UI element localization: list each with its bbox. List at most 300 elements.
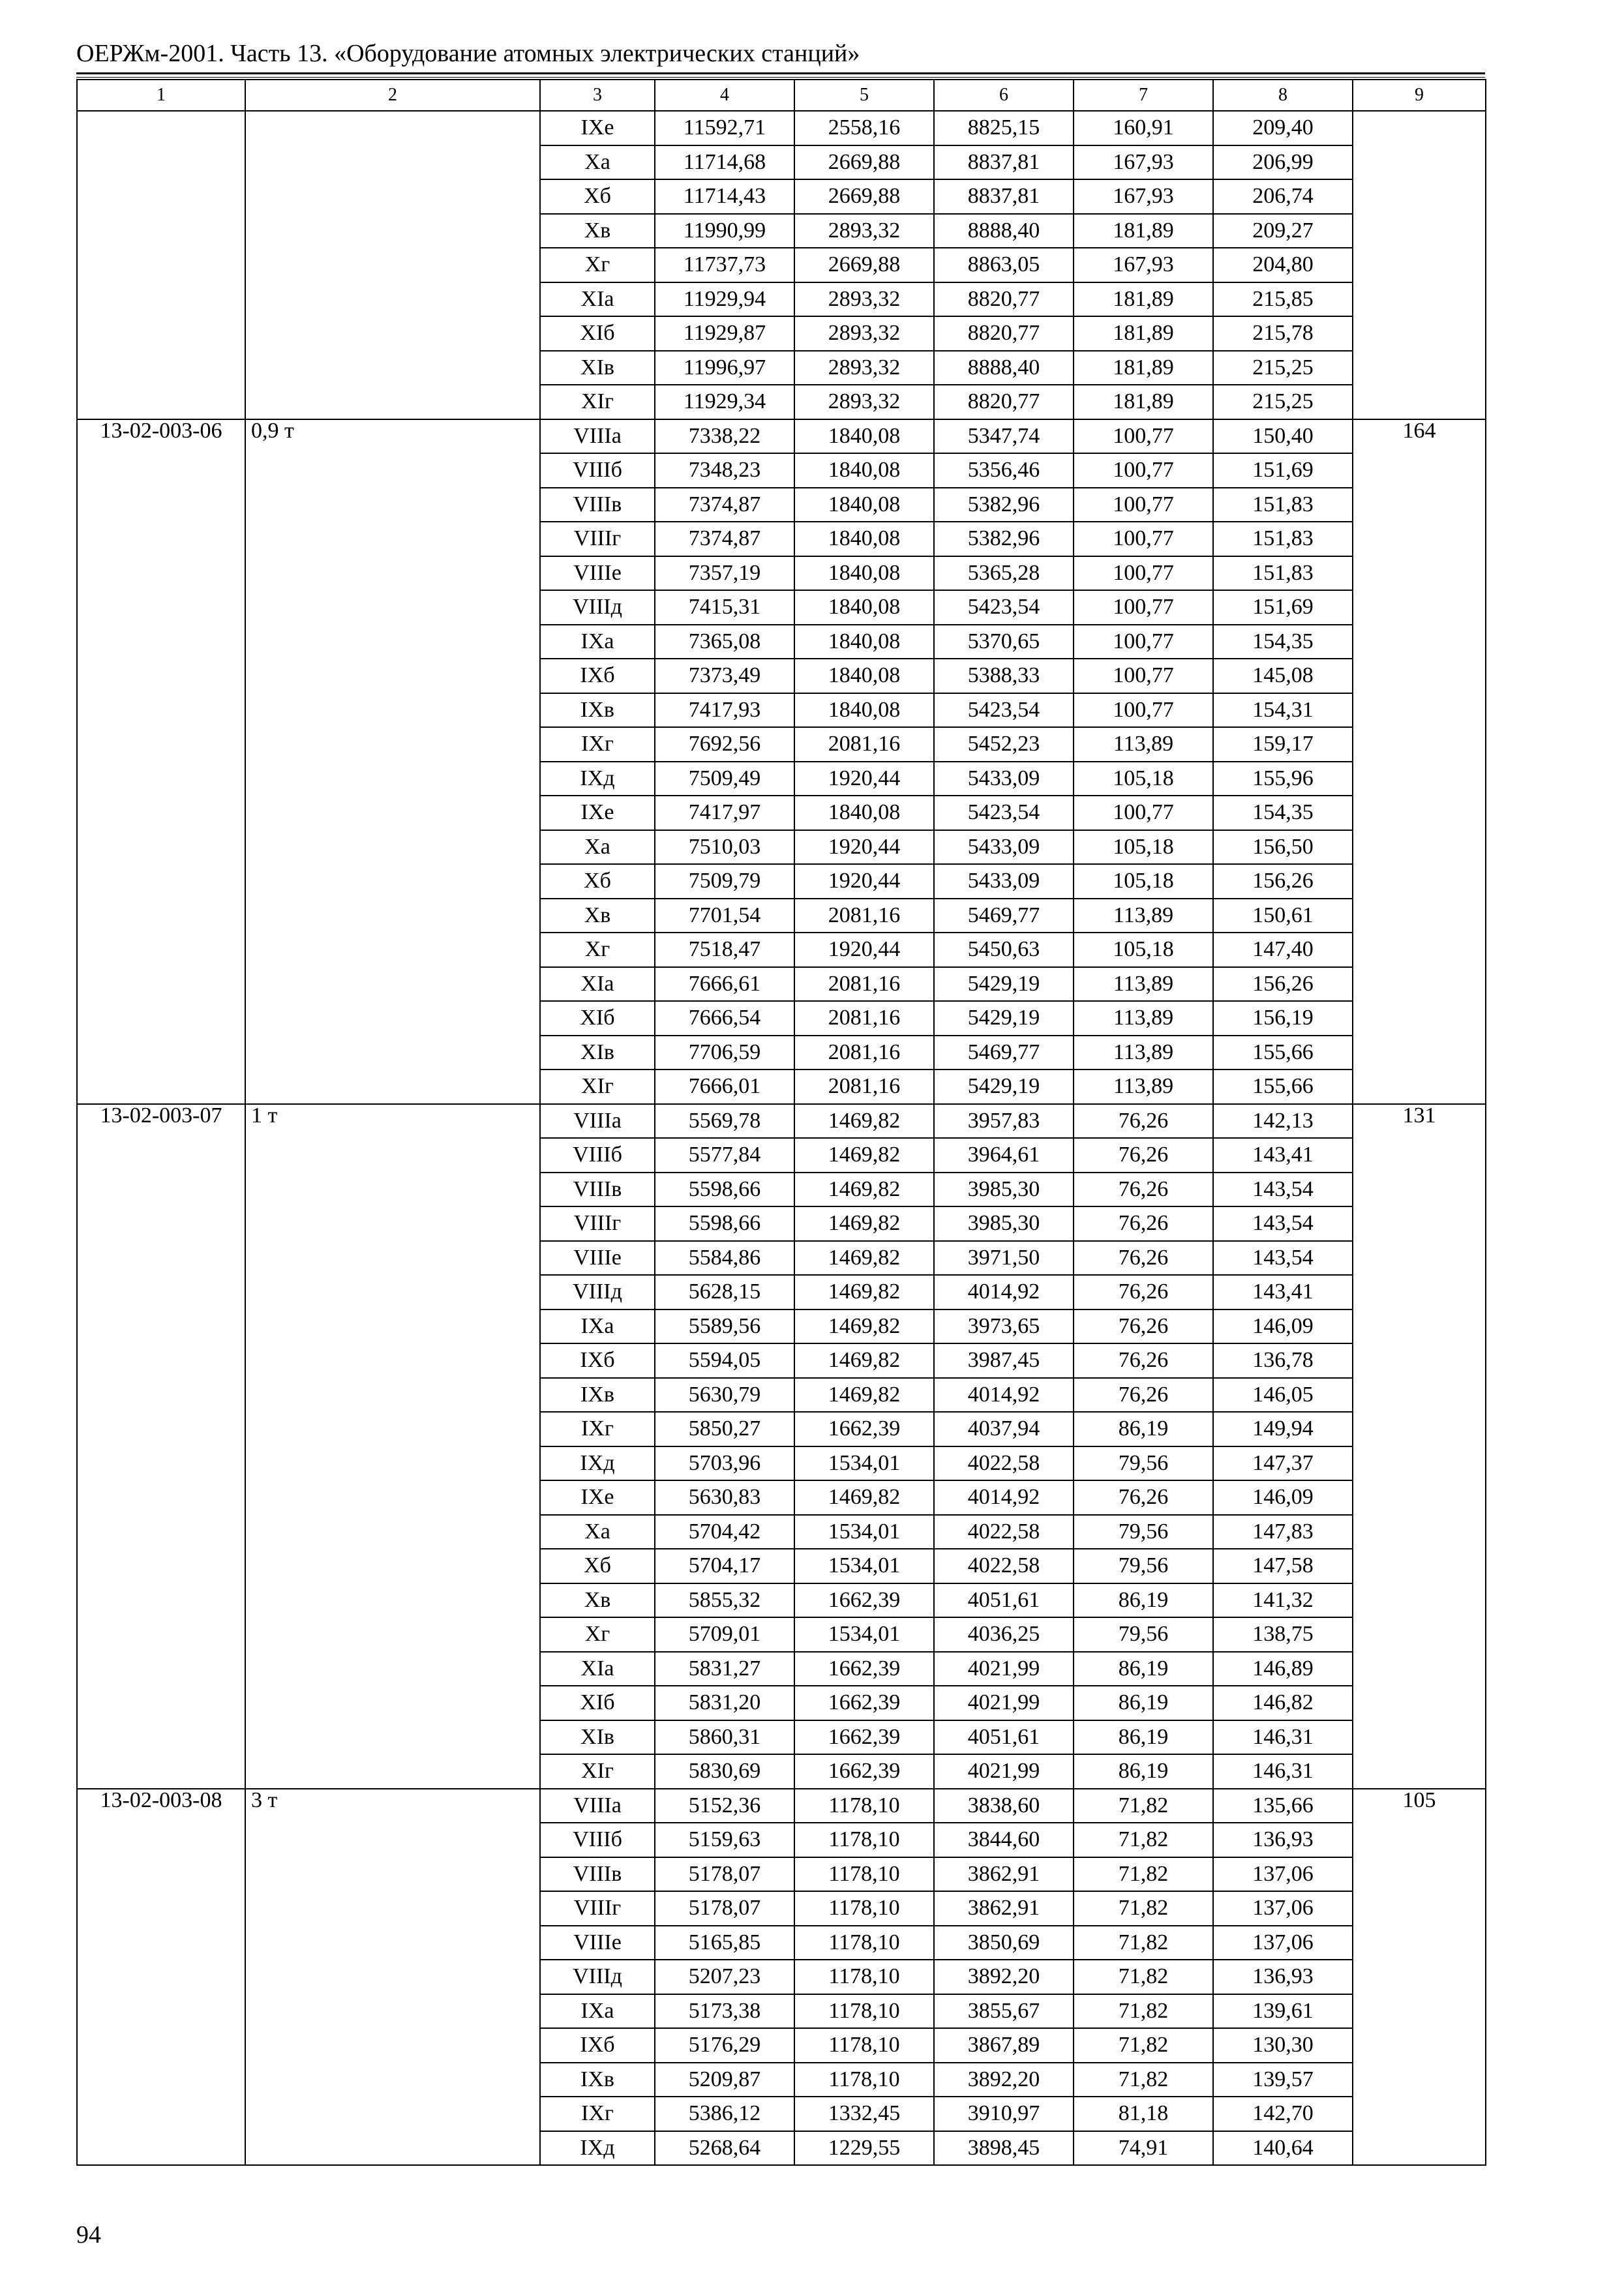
value-cell: 79,56	[1074, 1515, 1213, 1549]
category-cell: XIa	[540, 967, 655, 1002]
page-number: 94	[76, 2221, 101, 2249]
value-cell: 4021,99	[934, 1652, 1074, 1686]
value-cell: 7348,23	[655, 453, 794, 488]
value-cell: 181,89	[1074, 214, 1213, 248]
value-cell: 5382,96	[934, 488, 1074, 522]
value-cell: 3973,65	[934, 1309, 1074, 1344]
value-cell: 140,64	[1213, 2131, 1353, 2166]
value-cell: 7518,47	[655, 933, 794, 967]
value-cell: 5382,96	[934, 522, 1074, 556]
value-cell: 11929,87	[655, 316, 794, 351]
value-cell: 76,26	[1074, 1343, 1213, 1378]
category-cell: XIг	[540, 385, 655, 419]
value-cell: 8825,15	[934, 111, 1074, 145]
value-cell: 146,89	[1213, 1652, 1353, 1686]
value-cell: 113,89	[1074, 1001, 1213, 1036]
value-cell: 1840,08	[794, 556, 934, 591]
column-9-cell: 131	[1353, 1104, 1486, 1789]
value-cell: 1332,45	[794, 2097, 934, 2131]
value-cell: 1178,10	[794, 1823, 934, 1857]
value-cell: 1229,55	[794, 2131, 934, 2166]
category-cell: XIб	[540, 1001, 655, 1036]
value-cell: 1662,39	[794, 1412, 934, 1446]
norm-code-cell: 13-02-003-07	[77, 1104, 245, 1789]
value-cell: 100,77	[1074, 625, 1213, 659]
value-cell: 5594,05	[655, 1343, 794, 1378]
value-cell: 142,13	[1213, 1104, 1353, 1139]
value-cell: 7374,87	[655, 522, 794, 556]
value-cell: 3892,20	[934, 2063, 1074, 2097]
value-cell: 215,85	[1213, 282, 1353, 317]
category-cell: XIa	[540, 282, 655, 317]
column-9-cell: 164	[1353, 419, 1486, 1104]
value-cell: 1469,82	[794, 1138, 934, 1173]
category-cell: IXa	[540, 625, 655, 659]
value-cell: 5630,79	[655, 1378, 794, 1413]
value-cell: 5178,07	[655, 1891, 794, 1926]
category-cell: IXв	[540, 2063, 655, 2097]
category-cell: IXд	[540, 762, 655, 796]
value-cell: 1840,08	[794, 693, 934, 728]
value-cell: 71,82	[1074, 1994, 1213, 2029]
value-cell: 5347,74	[934, 419, 1074, 454]
value-cell: 146,05	[1213, 1378, 1353, 1413]
value-cell: 5860,31	[655, 1720, 794, 1755]
category-cell: VIIIб	[540, 1823, 655, 1857]
value-cell: 7373,49	[655, 659, 794, 693]
value-cell: 4051,61	[934, 1583, 1074, 1618]
value-cell: 113,89	[1074, 1036, 1213, 1070]
value-cell: 5598,66	[655, 1206, 794, 1241]
value-cell: 71,82	[1074, 1857, 1213, 1892]
category-cell: IXд	[540, 1446, 655, 1481]
value-cell: 142,70	[1213, 2097, 1353, 2131]
value-cell: 79,56	[1074, 1549, 1213, 1583]
value-cell: 5433,09	[934, 762, 1074, 796]
value-cell: 3867,89	[934, 2028, 1074, 2063]
value-cell: 4051,61	[934, 1720, 1074, 1755]
value-cell: 5176,29	[655, 2028, 794, 2063]
value-cell: 5584,86	[655, 1241, 794, 1276]
value-cell: 4022,58	[934, 1549, 1074, 1583]
value-cell: 3850,69	[934, 1926, 1074, 1960]
value-cell: 3957,83	[934, 1104, 1074, 1139]
value-cell: 5178,07	[655, 1857, 794, 1892]
value-cell: 1840,08	[794, 625, 934, 659]
value-cell: 143,41	[1213, 1138, 1353, 1173]
value-cell: 5831,20	[655, 1686, 794, 1720]
value-cell: 5423,54	[934, 693, 1074, 728]
category-cell: XIв	[540, 351, 655, 385]
value-cell: 5469,77	[934, 899, 1074, 933]
value-cell: 76,26	[1074, 1378, 1213, 1413]
value-cell: 181,89	[1074, 316, 1213, 351]
value-cell: 1920,44	[794, 762, 934, 796]
value-cell: 143,54	[1213, 1206, 1353, 1241]
value-cell: 113,89	[1074, 967, 1213, 1002]
value-cell: 86,19	[1074, 1686, 1213, 1720]
value-cell: 181,89	[1074, 282, 1213, 317]
table-row	[77, 419, 1486, 454]
category-cell: IXб	[540, 2028, 655, 2063]
value-cell: 167,93	[1074, 179, 1213, 214]
value-cell: 5209,87	[655, 2063, 794, 2097]
column-number-1: 1	[77, 80, 245, 111]
value-cell: 156,50	[1213, 830, 1353, 865]
value-cell: 76,26	[1074, 1206, 1213, 1241]
column-number-6: 6	[934, 80, 1074, 111]
category-cell: Xб	[540, 1549, 655, 1583]
category-cell: IXa	[540, 1994, 655, 2029]
value-cell: 3985,30	[934, 1173, 1074, 1207]
value-cell: 11996,97	[655, 351, 794, 385]
value-cell: 3844,60	[934, 1823, 1074, 1857]
value-cell: 3862,91	[934, 1857, 1074, 1892]
category-cell: VIIIa	[540, 419, 655, 454]
column-9-cell	[1353, 111, 1486, 419]
category-cell: Xв	[540, 214, 655, 248]
value-cell: 76,26	[1074, 1104, 1213, 1139]
value-cell: 3855,67	[934, 1994, 1074, 2029]
category-cell: IXa	[540, 1309, 655, 1344]
value-cell: 136,93	[1213, 1960, 1353, 1994]
value-cell: 155,96	[1213, 762, 1353, 796]
norm-code-cell	[77, 111, 245, 419]
value-cell: 2893,32	[794, 351, 934, 385]
norm-name-cell: 0,9 т	[245, 419, 540, 1104]
value-cell: 151,83	[1213, 522, 1353, 556]
category-cell: VIIIб	[540, 453, 655, 488]
value-cell: 11714,43	[655, 179, 794, 214]
category-cell: XIв	[540, 1036, 655, 1070]
value-cell: 1840,08	[794, 796, 934, 830]
value-cell: 7509,49	[655, 762, 794, 796]
value-cell: 5450,63	[934, 933, 1074, 967]
value-cell: 4022,58	[934, 1446, 1074, 1481]
value-cell: 4037,94	[934, 1412, 1074, 1446]
category-cell: XIб	[540, 1686, 655, 1720]
value-cell: 130,30	[1213, 2028, 1353, 2063]
value-cell: 3985,30	[934, 1206, 1074, 1241]
value-cell: 11714,68	[655, 145, 794, 180]
category-cell: VIIIб	[540, 1138, 655, 1173]
value-cell: 71,82	[1074, 1926, 1213, 1960]
value-cell: 100,77	[1074, 522, 1213, 556]
table-row	[77, 1789, 1486, 1823]
value-cell: 7692,56	[655, 727, 794, 762]
category-cell: IXe	[540, 1480, 655, 1515]
value-cell: 5452,23	[934, 727, 1074, 762]
value-cell: 1469,82	[794, 1378, 934, 1413]
value-cell: 139,57	[1213, 2063, 1353, 2097]
value-cell: 113,89	[1074, 899, 1213, 933]
header-rule-thick	[76, 72, 1485, 74]
value-cell: 1662,39	[794, 1754, 934, 1789]
value-cell: 156,19	[1213, 1001, 1353, 1036]
category-cell: Xa	[540, 1515, 655, 1549]
value-cell: 5429,19	[934, 967, 1074, 1002]
value-cell: 4021,99	[934, 1754, 1074, 1789]
value-cell: 105,18	[1074, 933, 1213, 967]
value-cell: 2669,88	[794, 248, 934, 282]
value-cell: 8863,05	[934, 248, 1074, 282]
value-cell: 7706,59	[655, 1036, 794, 1070]
value-cell: 5207,23	[655, 1960, 794, 1994]
value-cell: 150,40	[1213, 419, 1353, 454]
page-header-title: ОЕРЖм-2001. Часть 13. «Оборудование атомных электрических станций»	[76, 40, 860, 67]
value-cell: 7666,61	[655, 967, 794, 1002]
value-cell: 1469,82	[794, 1309, 934, 1344]
value-cell: 1469,82	[794, 1480, 934, 1515]
column-number-5: 5	[794, 80, 934, 111]
value-cell: 1469,82	[794, 1104, 934, 1139]
value-cell: 1840,08	[794, 590, 934, 625]
value-cell: 138,75	[1213, 1617, 1353, 1652]
value-cell: 7417,97	[655, 796, 794, 830]
value-cell: 1178,10	[794, 1789, 934, 1823]
column-number-row	[77, 80, 1486, 111]
category-cell: XIг	[540, 1070, 655, 1104]
value-cell: 141,32	[1213, 1583, 1353, 1618]
value-cell: 1920,44	[794, 830, 934, 865]
value-cell: 1662,39	[794, 1686, 934, 1720]
category-cell: VIIIa	[540, 1789, 655, 1823]
value-cell: 5628,15	[655, 1275, 794, 1309]
value-cell: 5173,38	[655, 1994, 794, 2029]
value-cell: 3862,91	[934, 1891, 1074, 1926]
value-cell: 7417,93	[655, 693, 794, 728]
value-cell: 79,56	[1074, 1446, 1213, 1481]
column-number-3: 3	[540, 80, 655, 111]
value-cell: 100,77	[1074, 556, 1213, 591]
value-cell: 86,19	[1074, 1652, 1213, 1686]
value-cell: 5855,32	[655, 1583, 794, 1618]
value-cell: 155,66	[1213, 1070, 1353, 1104]
value-cell: 1469,82	[794, 1206, 934, 1241]
value-cell: 2893,32	[794, 282, 934, 317]
value-cell: 5831,27	[655, 1652, 794, 1686]
value-cell: 74,91	[1074, 2131, 1213, 2166]
value-cell: 2081,16	[794, 1036, 934, 1070]
value-cell: 204,80	[1213, 248, 1353, 282]
value-cell: 151,69	[1213, 453, 1353, 488]
value-cell: 76,26	[1074, 1241, 1213, 1276]
value-cell: 5370,65	[934, 625, 1074, 659]
category-cell: VIIIe	[540, 1926, 655, 1960]
value-cell: 86,19	[1074, 1754, 1213, 1789]
value-cell: 100,77	[1074, 488, 1213, 522]
value-cell: 5365,28	[934, 556, 1074, 591]
value-cell: 1840,08	[794, 419, 934, 454]
value-cell: 71,82	[1074, 2028, 1213, 2063]
value-cell: 100,77	[1074, 693, 1213, 728]
value-cell: 5388,33	[934, 659, 1074, 693]
category-cell: Xв	[540, 1583, 655, 1618]
value-cell: 76,26	[1074, 1138, 1213, 1173]
value-cell: 5577,84	[655, 1138, 794, 1173]
value-cell: 113,89	[1074, 727, 1213, 762]
value-cell: 215,25	[1213, 385, 1353, 419]
value-cell: 7338,22	[655, 419, 794, 454]
value-cell: 137,06	[1213, 1926, 1353, 1960]
value-cell: 5152,36	[655, 1789, 794, 1823]
value-cell: 5709,01	[655, 1617, 794, 1652]
value-cell: 181,89	[1074, 385, 1213, 419]
table-row	[77, 111, 1486, 145]
value-cell: 209,40	[1213, 111, 1353, 145]
value-cell: 156,26	[1213, 967, 1353, 1002]
value-cell: 136,93	[1213, 1823, 1353, 1857]
category-cell: VIIIe	[540, 1241, 655, 1276]
value-cell: 105,18	[1074, 762, 1213, 796]
value-cell: 3910,97	[934, 2097, 1074, 2131]
value-cell: 11592,71	[655, 111, 794, 145]
value-cell: 11737,73	[655, 248, 794, 282]
value-cell: 206,74	[1213, 179, 1353, 214]
column-number-8: 8	[1213, 80, 1353, 111]
category-cell: VIIIв	[540, 488, 655, 522]
value-cell: 1178,10	[794, 1960, 934, 1994]
value-cell: 1534,01	[794, 1515, 934, 1549]
category-cell: IXб	[540, 659, 655, 693]
value-cell: 100,77	[1074, 419, 1213, 454]
value-cell: 4036,25	[934, 1617, 1074, 1652]
value-cell: 79,56	[1074, 1617, 1213, 1652]
value-cell: 5429,19	[934, 1070, 1074, 1104]
value-cell: 147,37	[1213, 1446, 1353, 1481]
value-cell: 156,26	[1213, 864, 1353, 899]
value-cell: 11929,94	[655, 282, 794, 317]
value-cell: 2081,16	[794, 1070, 934, 1104]
value-cell: 71,82	[1074, 1823, 1213, 1857]
category-cell: Xв	[540, 899, 655, 933]
value-cell: 1840,08	[794, 659, 934, 693]
value-cell: 167,93	[1074, 248, 1213, 282]
value-cell: 159,17	[1213, 727, 1353, 762]
value-cell: 3838,60	[934, 1789, 1074, 1823]
value-cell: 5433,09	[934, 864, 1074, 899]
header-rule-thin	[76, 77, 1485, 78]
category-cell: IXв	[540, 693, 655, 728]
value-cell: 11929,34	[655, 385, 794, 419]
norm-code-cell: 13-02-003-06	[77, 419, 245, 1104]
value-cell: 86,19	[1074, 1412, 1213, 1446]
value-cell: 7666,54	[655, 1001, 794, 1036]
value-cell: 8820,77	[934, 282, 1074, 317]
value-cell: 2893,32	[794, 385, 934, 419]
value-cell: 7357,19	[655, 556, 794, 591]
value-cell: 4014,92	[934, 1480, 1074, 1515]
value-cell: 139,61	[1213, 1994, 1353, 2029]
category-cell: VIIIг	[540, 1206, 655, 1241]
value-cell: 11990,99	[655, 214, 794, 248]
category-cell: VIIIa	[540, 1104, 655, 1139]
category-cell: IXг	[540, 2097, 655, 2131]
value-cell: 1840,08	[794, 488, 934, 522]
value-cell: 215,78	[1213, 316, 1353, 351]
value-cell: 154,35	[1213, 625, 1353, 659]
value-cell: 8820,77	[934, 385, 1074, 419]
value-cell: 7510,03	[655, 830, 794, 865]
value-cell: 143,41	[1213, 1275, 1353, 1309]
value-cell: 147,40	[1213, 933, 1353, 967]
value-cell: 1178,10	[794, 1857, 934, 1892]
value-cell: 150,61	[1213, 899, 1353, 933]
value-cell: 209,27	[1213, 214, 1353, 248]
price-table	[76, 79, 1486, 2166]
value-cell: 136,78	[1213, 1343, 1353, 1378]
value-cell: 7415,31	[655, 590, 794, 625]
value-cell: 7666,01	[655, 1070, 794, 1104]
value-cell: 5589,56	[655, 1309, 794, 1344]
norm-name-cell: 1 т	[245, 1104, 540, 1789]
category-cell: Xг	[540, 248, 655, 282]
value-cell: 71,82	[1074, 1789, 1213, 1823]
value-cell: 206,99	[1213, 145, 1353, 180]
category-cell: VIIIд	[540, 1275, 655, 1309]
value-cell: 1178,10	[794, 1994, 934, 2029]
category-cell: IXд	[540, 2131, 655, 2166]
table-body	[77, 111, 1486, 2165]
category-cell: XIa	[540, 1652, 655, 1686]
category-cell: VIIIг	[540, 1891, 655, 1926]
category-cell: VIIIв	[540, 1857, 655, 1892]
norm-name-cell: 3 т	[245, 1789, 540, 2166]
value-cell: 146,09	[1213, 1309, 1353, 1344]
value-cell: 1920,44	[794, 864, 934, 899]
value-cell: 5433,09	[934, 830, 1074, 865]
value-cell: 2081,16	[794, 727, 934, 762]
value-cell: 2893,32	[794, 316, 934, 351]
value-cell: 146,09	[1213, 1480, 1353, 1515]
value-cell: 3987,45	[934, 1343, 1074, 1378]
value-cell: 5386,12	[655, 2097, 794, 2131]
value-cell: 86,19	[1074, 1720, 1213, 1755]
category-cell: VIIIд	[540, 590, 655, 625]
value-cell: 155,66	[1213, 1036, 1353, 1070]
column-number-4: 4	[655, 80, 794, 111]
value-cell: 5830,69	[655, 1754, 794, 1789]
value-cell: 1534,01	[794, 1617, 934, 1652]
value-cell: 3964,61	[934, 1138, 1074, 1173]
value-cell: 105,18	[1074, 830, 1213, 865]
value-cell: 71,82	[1074, 2063, 1213, 2097]
value-cell: 5630,83	[655, 1480, 794, 1515]
value-cell: 86,19	[1074, 1583, 1213, 1618]
category-cell: XIб	[540, 316, 655, 351]
value-cell: 1920,44	[794, 933, 934, 967]
value-cell: 151,83	[1213, 556, 1353, 591]
value-cell: 135,66	[1213, 1789, 1353, 1823]
value-cell: 2081,16	[794, 967, 934, 1002]
value-cell: 146,31	[1213, 1754, 1353, 1789]
value-cell: 8888,40	[934, 214, 1074, 248]
value-cell: 100,77	[1074, 659, 1213, 693]
category-cell: Xг	[540, 933, 655, 967]
category-cell: IXг	[540, 727, 655, 762]
value-cell: 5704,17	[655, 1549, 794, 1583]
value-cell: 5598,66	[655, 1173, 794, 1207]
norm-code-cell: 13-02-003-08	[77, 1789, 245, 2166]
value-cell: 7374,87	[655, 488, 794, 522]
value-cell: 160,91	[1074, 111, 1213, 145]
value-cell: 76,26	[1074, 1173, 1213, 1207]
category-cell: XIв	[540, 1720, 655, 1755]
value-cell: 5423,54	[934, 590, 1074, 625]
value-cell: 76,26	[1074, 1309, 1213, 1344]
value-cell: 5159,63	[655, 1823, 794, 1857]
value-cell: 1840,08	[794, 453, 934, 488]
